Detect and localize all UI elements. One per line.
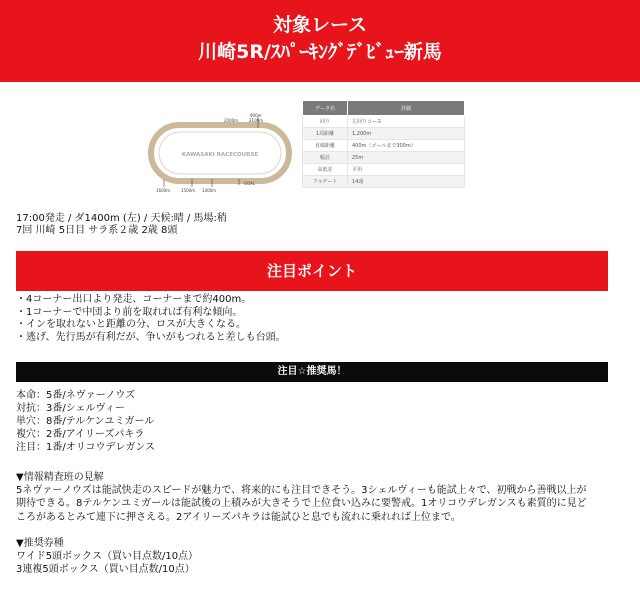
bet-line: 3連複5頭ボックス（買い目点数/10点）: [16, 564, 195, 575]
label-goal: GOAL: [244, 181, 256, 186]
spec-value: 左回りコース: [348, 116, 465, 128]
label-2000m: 2000m: [224, 118, 239, 123]
label-1400m: 1400m: [202, 188, 217, 193]
analysis-line: 5ネヴァーノウズは能試快走のスピードが魅力で、将来的にも注目できそう。3シェルヴィーも能試上々で、初戦から善戦以上が: [16, 485, 587, 497]
bet-line: ワイド5頭ボックス（買い目点数/10点）: [16, 551, 199, 562]
table-row: [303, 116, 465, 128]
spec-value: 400m（ゴールまで300m）: [348, 140, 465, 152]
table-row: [303, 128, 465, 140]
spec-key: 1周距離: [303, 128, 348, 140]
point-list: [16, 294, 286, 344]
list-item: 本命：5番/ネヴァーノウズ: [16, 390, 136, 401]
label-1500m: 1500m: [181, 188, 196, 193]
spec-header-detail: 詳細: [348, 101, 465, 116]
analysis-section: [16, 471, 616, 524]
list-item: 単穴：8番/テルケンユミガール: [16, 416, 155, 427]
bet-heading: ▼推奨券種: [16, 538, 64, 549]
spec-key: 直線距離: [303, 140, 348, 152]
label-1600m: 1600m: [156, 188, 171, 193]
header-race-name: 川崎5R/ｽﾊﾟｰｷﾝｸﾞﾃﾞﾋﾞｭｰ新馬: [198, 41, 442, 63]
list-item: ・インを取れないと距離の分、ロスが大きくなる。: [16, 319, 246, 330]
course-spec-table: [302, 100, 465, 188]
point-banner: 注目ポイント: [16, 251, 608, 291]
table-row: [303, 164, 465, 176]
list-item: 複穴：2番/アイリーズパキラ: [16, 429, 145, 440]
table-row: [303, 140, 465, 152]
list-item: ・1コーナーで中団より前を取れれば有利な傾向。: [16, 306, 243, 318]
course-map: [140, 103, 300, 199]
race-info: [16, 213, 227, 237]
spec-value: 25m: [348, 152, 465, 164]
table-row: [303, 176, 465, 188]
analysis-heading: ▼情報精査班の見解: [16, 472, 104, 483]
course-name: KAWASAKI RACECOURSE: [181, 152, 259, 158]
spec-header-name: データ名: [303, 101, 348, 116]
table-row: [303, 152, 465, 164]
race-header: [0, 0, 640, 82]
list-item: ・4コーナー出口より発走、コーナーまで約400m。: [16, 294, 252, 305]
spec-key: 幅員: [303, 152, 348, 164]
list-item: 対抗：3番/シェルヴィー: [16, 403, 125, 414]
race-conditions: 17:00発走 / ダ1400m (左) / 天候:晴 / 馬場:稍: [16, 213, 227, 224]
spec-value: 1,200m: [348, 128, 465, 140]
pick-list: [16, 389, 155, 454]
spec-value: 14頭: [348, 176, 465, 188]
header-title: 対象レース: [272, 14, 368, 36]
label-900m: 900m: [250, 113, 262, 118]
analysis-line: 期待できる。8テルケンユミガールは能試後の上積みが大きそうで上位食い込みに要警戒。1オリコウデレガンスも素質的に見ど: [16, 498, 587, 510]
recommended-banner: 注目☆推奨馬！: [16, 362, 608, 382]
analysis-line: ころがあるとみて連下に押さえる。2アイリーズパキラは能試ひと息でも流れに乗れれば上位まで。: [16, 511, 461, 523]
race-meeting: 7回 川崎 5日目 サラ系２歳 2歳 8頭: [16, 225, 178, 236]
list-item: ・逃げ、先行馬が有利だが、争いがもつれると差しも台頭。: [16, 331, 286, 343]
spec-key: フルゲート: [303, 176, 348, 188]
label-2100m: 2100m: [249, 118, 264, 123]
spec-key: 回り: [303, 116, 348, 128]
spec-value: 平坦: [348, 164, 465, 176]
bet-section: [16, 537, 198, 576]
spec-key: 高低差: [303, 164, 348, 176]
list-item: 注目：1番/オリコウデレガンス: [16, 442, 156, 453]
